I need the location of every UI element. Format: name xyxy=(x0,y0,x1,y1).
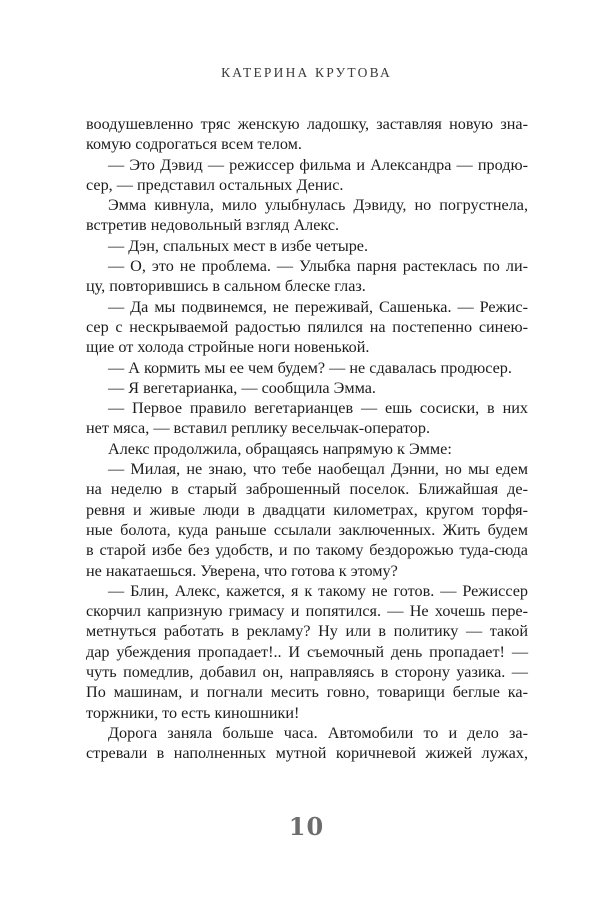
text-line: встретив недовольный взгляд Алекс. xyxy=(86,216,340,235)
paragraph xyxy=(86,236,528,256)
text-line: — Первое правило вегетарианцев — ешь сосиски, в них xyxy=(108,399,528,418)
body-text xyxy=(86,114,528,764)
text-line: метнуться работать в рекламу? Ну или в политику — такой xyxy=(86,622,528,641)
text-line: — Блин, Алекс, кажется, я к такому не готов. — Режиссер xyxy=(108,581,528,600)
text-line: — Дэн, спальных мест в избе четыре. xyxy=(108,236,369,255)
text-line: комую содрогаться всем телом. xyxy=(86,135,302,154)
text-line: Алекс продолжила, обращаясь напрямую к Эмме: xyxy=(108,439,452,458)
paragraph xyxy=(86,358,528,378)
paragraph xyxy=(86,155,528,196)
text-line: щие от холода стройные ноги новенькой. xyxy=(86,338,370,357)
text-line: в старой избе без удобств, и по такому бездорожью туда-сюда xyxy=(86,541,528,560)
text-line: ревня и живые люди в двадцати километрах, кругом торфя- xyxy=(86,500,528,519)
text-line: скорчил капризную гримасу и попятился. — Не хочешь пере- xyxy=(86,602,528,621)
text-line: — Я вегетарианка, — сообщила Эмма. xyxy=(108,378,376,397)
paragraph xyxy=(86,439,528,459)
text-line: ные болота, куда раньше ссылали заключенных. Жить будем xyxy=(86,520,528,539)
paragraph xyxy=(86,256,528,297)
paragraph xyxy=(86,459,528,581)
text-line: нет мяса, — вставил реплику весельчак-оператор. xyxy=(86,419,431,438)
text-line: воодушевленно тряс женскую ладошку, заставляя новую зна- xyxy=(86,115,528,133)
text-line: — А кормить мы ее чем будем? — не сдавалась продюсер. xyxy=(108,358,512,377)
text-line: — Это Дэвид — режиссер фильма и Александра — продю- xyxy=(108,155,528,174)
text-line: Дорога заняла больше часа. Автомобили то и дело за- xyxy=(108,723,528,742)
running-header: КАТЕРИНА КРУТОВА xyxy=(221,65,392,80)
text-line: По машинам, и погнали месить говно, товарищи беглые ка- xyxy=(86,683,528,702)
text-line: — О, это не проблема. — Улыбка парня растеклась по ли- xyxy=(108,257,528,276)
text-line: стревали в наполненных мутной коричневой жижей лужах, xyxy=(86,744,528,763)
paragraph xyxy=(86,398,528,439)
text-line: — Милая, не знаю, что тебе наобещал Дэнни, но мы едем xyxy=(108,460,528,479)
paragraph xyxy=(86,723,528,764)
text-line: сер с нескрываемой радостью пялился на постепенно синею- xyxy=(86,317,528,336)
text-line: чуть помедлив, добавил он, направляясь в сторону уазика. — xyxy=(86,663,528,682)
paragraph xyxy=(86,581,528,723)
text-line: торжники, то есть киношники! xyxy=(86,703,300,722)
paragraph xyxy=(86,114,528,155)
text-line: не накатаешься. Уверена, что готова к этому? xyxy=(86,561,398,580)
text-line: дар убеждения пропадает!.. И съемочный день пропадает! — xyxy=(86,642,528,661)
text-line: Эмма кивнула, мило улыбнулась Дэвиду, но погрустнела, xyxy=(108,196,528,215)
paragraph xyxy=(86,297,528,358)
text-line: сер, — представил остальных Денис. xyxy=(86,175,344,194)
paragraph xyxy=(86,195,528,236)
text-line: цу, повторившись в сальном блеске глаз. xyxy=(86,277,366,296)
paragraph xyxy=(86,378,528,398)
text-line: на неделю в старый заброшенный поселок. Ближайшая де- xyxy=(86,480,528,499)
text-line: — Да мы подвинемся, не переживай, Сашенька. — Режис- xyxy=(108,297,528,316)
page-number: 10 xyxy=(288,812,325,841)
